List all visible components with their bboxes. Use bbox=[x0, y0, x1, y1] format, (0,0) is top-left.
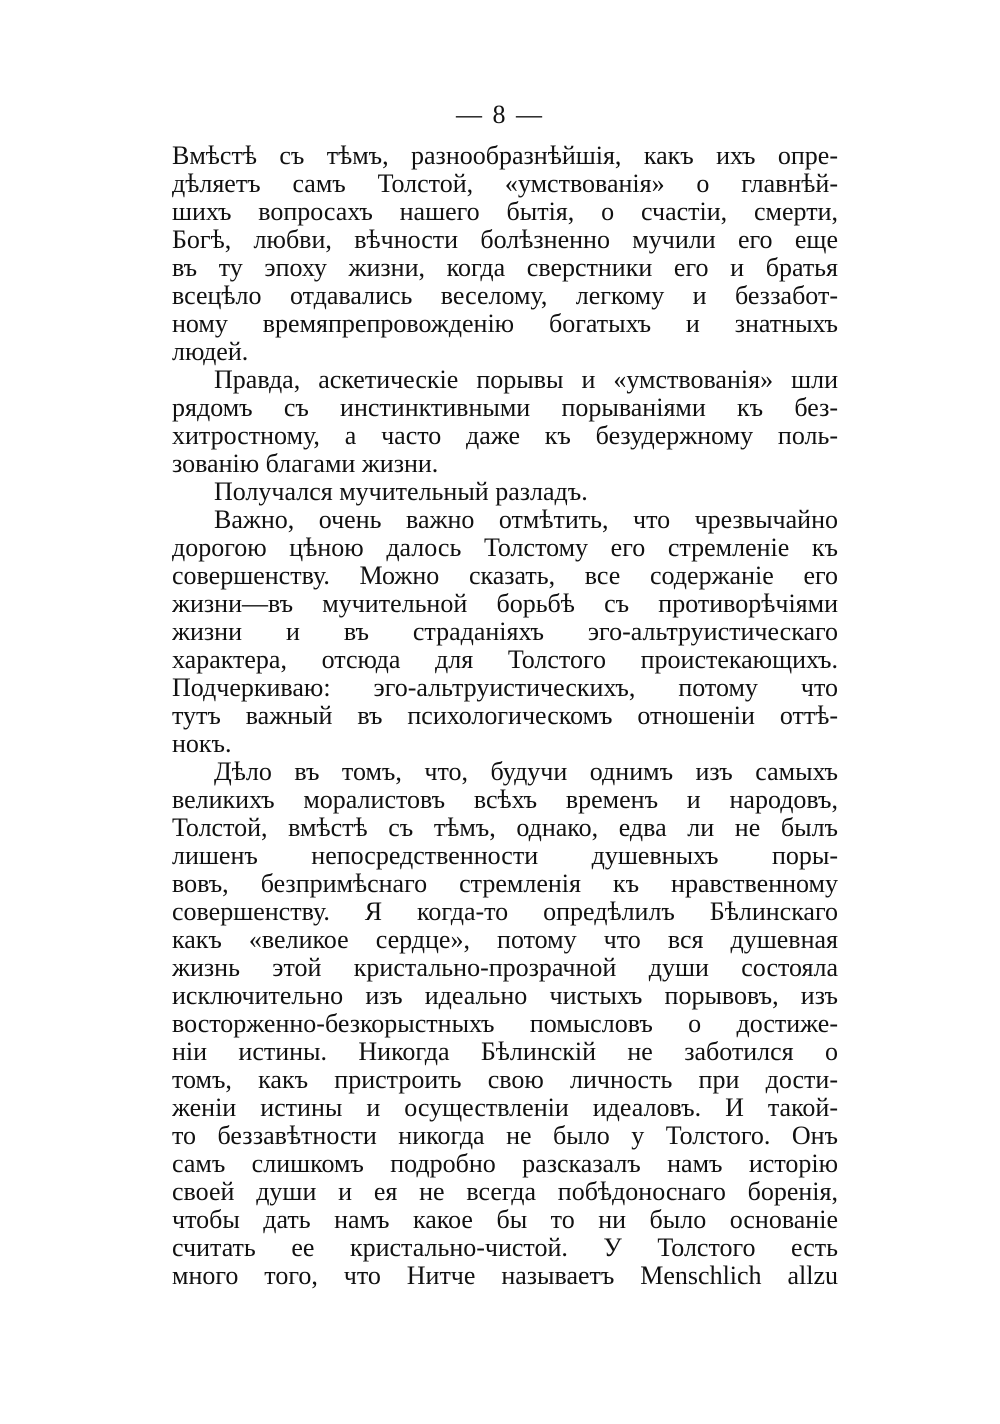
text-line: хитростному, а часто даже къ безудержному поль- bbox=[172, 422, 838, 450]
text-line: дорогою цѣною далось Толстому его стремленіе къ bbox=[172, 534, 838, 562]
page-number: — 8 — bbox=[456, 100, 544, 129]
text-line: тутъ важный въ психологическомъ отношеніи оттѣ- bbox=[172, 702, 838, 730]
text-line: всецѣло отдавались веселому, легкому и беззабот- bbox=[172, 282, 838, 310]
text-line: Богѣ, любви, вѣчности болѣзненно мучили его еще bbox=[172, 226, 838, 254]
text-line: много того, что Нитче называетъ Menschlich allzu bbox=[172, 1262, 838, 1290]
text-line: Толстой, вмѣстѣ съ тѣмъ, однако, едва ли не былъ bbox=[172, 814, 838, 842]
paragraph-first-line: Получался мучительный разладъ. bbox=[214, 478, 588, 506]
text-line: своей души и ея не всегда побѣдоноснаго боренія, bbox=[172, 1178, 838, 1206]
text-line: то беззавѣтности никогда не было у Толстого. Онъ bbox=[172, 1122, 838, 1150]
text-line: исключительно изъ идеально чистыхъ порывовъ, изъ bbox=[172, 982, 838, 1010]
text-line: вовъ, безпримѣснаго стремленія къ нравственному bbox=[172, 870, 838, 898]
text-line: чтобы дать намъ какое бы то ни было основаніе bbox=[172, 1206, 838, 1234]
text-line: въ ту эпоху жизни, когда сверстники его и братья bbox=[172, 254, 838, 282]
paragraph-first-line: Дѣло въ томъ, что, будучи однимъ изъ самыхъ bbox=[214, 758, 838, 786]
text-line: томъ, какъ пристроить свою личность при дости- bbox=[172, 1066, 838, 1094]
text-line: зованію благами жизни. bbox=[172, 450, 439, 478]
paragraph-first-line: Правда, аскетическіе порывы и «умствованія» шли bbox=[214, 366, 838, 394]
text-line: людей. bbox=[172, 338, 249, 366]
text-line: ніи истины. Никогда Бѣлинскій не заботился о bbox=[172, 1038, 838, 1066]
text-line: дѣляетъ самъ Толстой, «умствованія» о главнѣй- bbox=[172, 170, 838, 198]
text-line: совершенству. Я когда-то опредѣлилъ Бѣлинскаго bbox=[172, 898, 838, 926]
text-line: Вмѣстѣ съ тѣмъ, разнообразнѣйшія, какъ ихъ опре- bbox=[172, 142, 838, 170]
text-line: совершенству. Можно сказать, все содержаніе его bbox=[172, 562, 838, 590]
text-line: считать ее кристально-чистой. У Толстого есть bbox=[172, 1234, 838, 1262]
text-line: жизнь этой кристально-прозрачной души состояла bbox=[172, 954, 838, 982]
text-line: нокъ. bbox=[172, 730, 232, 758]
body-text bbox=[172, 142, 838, 1290]
text-line: восторженно-безкорыстныхъ помысловъ о достиже- bbox=[172, 1010, 838, 1038]
text-line: характера, отсюда для Толстого проистекающихъ. bbox=[172, 646, 838, 674]
text-line: жизни—въ мучительной борьбѣ съ противорѣчіями bbox=[172, 590, 838, 618]
text-line: самъ слишкомъ подробно разсказалъ намъ исторію bbox=[172, 1150, 838, 1178]
text-line: лишенъ непосредственности душевныхъ поры- bbox=[172, 842, 838, 870]
text-line: рядомъ съ инстинктивными порываніями къ без- bbox=[172, 394, 838, 422]
text-line: Подчеркиваю: эго-альтруистическихъ, потому что bbox=[172, 674, 838, 702]
paragraph-first-line: Важно, очень важно отмѣтить, что чрезвычайно bbox=[214, 506, 838, 534]
text-line: женіи истины и осуществленіи идеаловъ. И такой- bbox=[172, 1094, 838, 1122]
text-line: жизни и въ страданіяхъ эго-альтруистическаго bbox=[172, 618, 838, 646]
text-line: какъ «великое сердце», потому что вся душевная bbox=[172, 926, 838, 954]
text-line: шихъ вопросахъ нашего бытія, о счастіи, смерти, bbox=[172, 198, 838, 226]
text-line: ному времяпрепровожденію богатыхъ и знатныхъ bbox=[172, 310, 838, 338]
text-line: великихъ моралистовъ всѣхъ временъ и народовъ, bbox=[172, 786, 838, 814]
